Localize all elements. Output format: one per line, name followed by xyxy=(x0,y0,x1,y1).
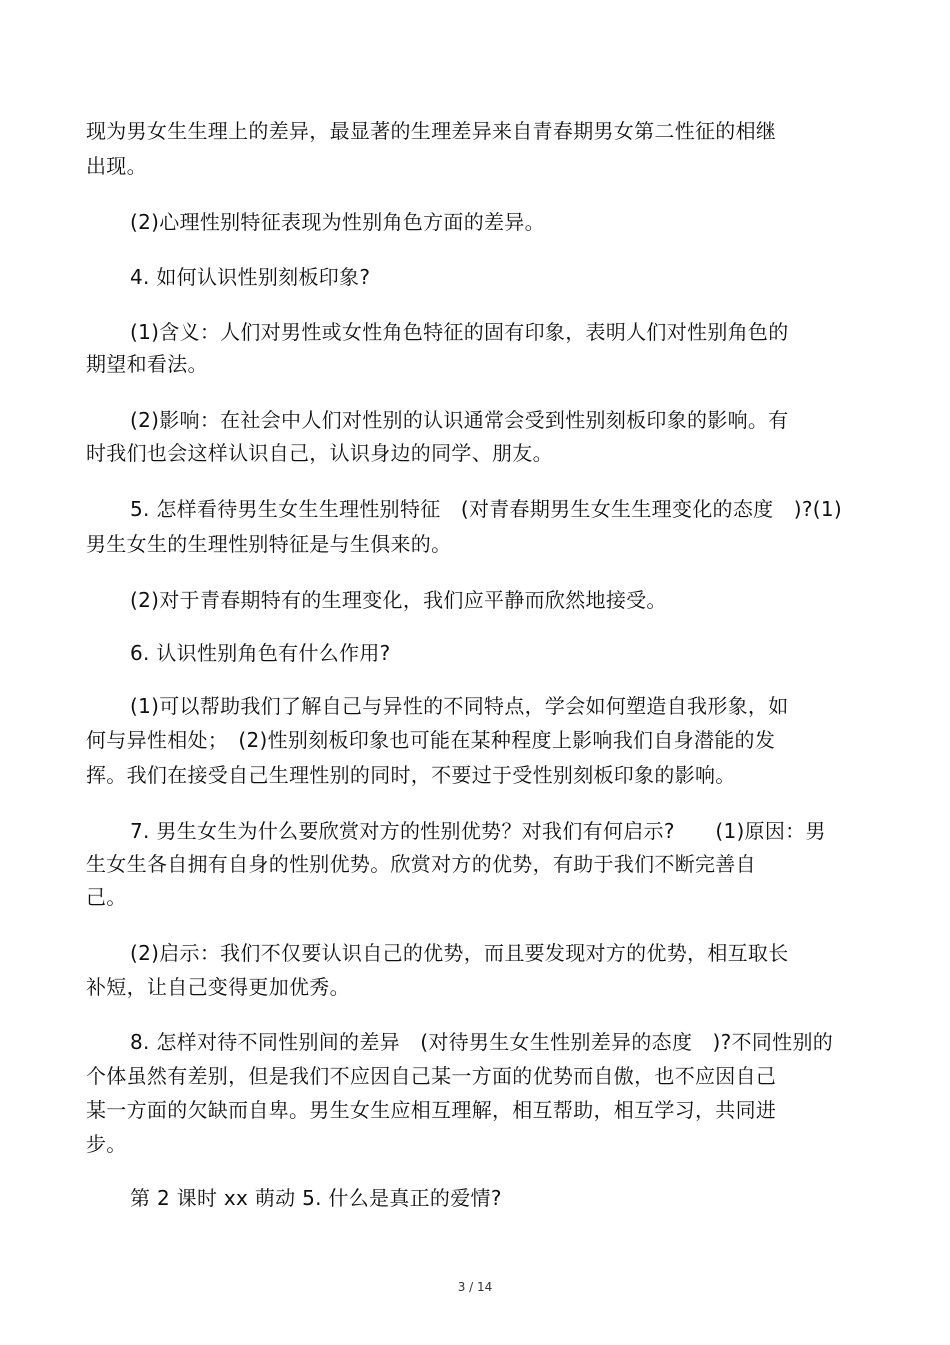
paragraph-line: 现为男女生生理上的差异，最显著的生理差异来自青春期男女第二性征的相继 xyxy=(86,119,777,143)
paragraph-line: 补短，让自己变得更加优秀。 xyxy=(86,975,350,999)
paragraph-line: 某一方面的欠缺而自卑。男生女生应相互理解，相互帮助，相互学习，共同进 xyxy=(86,1098,777,1122)
paragraph-line: 出现。 xyxy=(86,154,147,178)
paragraph-line: 己。 xyxy=(86,885,127,909)
page-number: 3 / 14 xyxy=(457,1280,493,1294)
paragraph-line: 挥。我们在接受自己生理性别的同时，不要过于受性别刻板印象的影响。 xyxy=(86,763,736,787)
paragraph-line: 个体虽然有差别，但是我们不应因自己某一方面的优势而自傲，也不应因自己 xyxy=(86,1064,777,1088)
paragraph-line: 期望和看法。 xyxy=(86,352,208,376)
paragraph-line: (2)影响：在社会中人们对性别的认识通常会受到性别刻板印象的影响。有 xyxy=(130,408,789,432)
question-heading: 6. 认识性别角色有什么作用? xyxy=(130,641,391,665)
paragraph-line: 步。 xyxy=(86,1132,127,1156)
paragraph-line: 男生女生的生理性别特征是与生俱来的。 xyxy=(86,532,452,556)
lesson-heading: 第 2 课时 xx 萌动 5. 什么是真正的爱情? xyxy=(130,1186,502,1210)
paragraph-line: 何与异性相处； (2)性别刻板印象也可能在某种程度上影响我们自身潜能的发 xyxy=(86,728,776,752)
question-heading: 8. 怎样对待不同性别间的差异 (对待男生女生性别差异的态度 )?不同性别的 xyxy=(130,1030,834,1054)
paragraph-line: (2)启示：我们不仅要认识自己的优势，而且要发现对方的优势，相互取长 xyxy=(130,941,789,965)
paragraph-line: (2)对于青春期特有的生理变化，我们应平静而欣然地接受。 xyxy=(130,588,667,612)
question-heading: 7. 男生女生为什么要欣赏对方的性别优势？对我们有何启示? (1)原因：男 xyxy=(130,819,826,843)
paragraph-line: (1)含义：人们对男性或女性角色特征的固有印象，表明人们对性别角色的 xyxy=(130,320,789,344)
paragraph-line: (1)可以帮助我们了解自己与异性的不同特点，学会如何塑造自我形象，如 xyxy=(130,694,789,718)
paragraph-line: 生女生各自拥有自身的性别优势。欣赏对方的优势，有助于我们不断完善自 xyxy=(86,852,756,876)
question-heading: 5. 怎样看待男生女生生理性别特征 (对青春期男生女生生理变化的态度 )?(1) xyxy=(130,497,842,521)
paragraph-line: 时我们也会这样认识自己，认识身边的同学、朋友。 xyxy=(86,441,553,465)
question-heading: 4. 如何认识性别刻板印象? xyxy=(130,265,371,289)
paragraph-line: (2)心理性别特征表现为性别角色方面的差异。 xyxy=(130,210,545,234)
